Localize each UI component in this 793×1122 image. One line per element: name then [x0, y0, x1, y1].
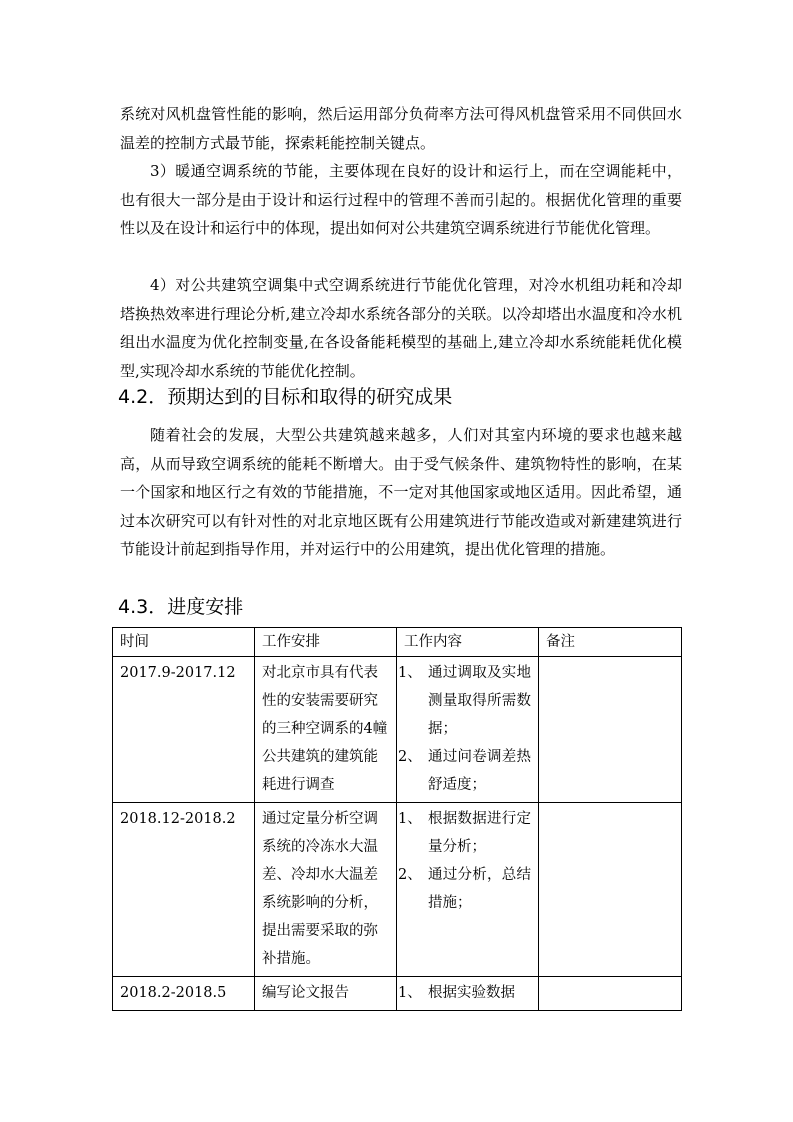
cell-note: [539, 657, 682, 803]
cell-arrangement: 编写论文报告: [255, 977, 397, 1011]
cell-content: [397, 803, 539, 977]
table-header-row: [113, 628, 682, 657]
content-item: 2、 通过分析，总结措施；: [398, 867, 531, 911]
header-time: 时间: [113, 628, 255, 657]
cell-time: 2017.9-2017.12: [113, 657, 255, 803]
table-row: [113, 657, 682, 803]
section-heading-4-2: 4.2．预期达到的目标和取得的研究成果: [118, 386, 453, 408]
header-content: 工作内容: [397, 628, 539, 657]
cell-arrangement: 通过定量分析空调系统的冷冻水大温差、冷却水大温差系统影响的分析，提出需要采取的弥补措施。: [255, 803, 397, 977]
cell-time: 2018.12-2018.2: [113, 803, 255, 977]
header-notes: 备注: [539, 628, 682, 657]
table-row: [113, 803, 682, 977]
cell-note: [539, 977, 682, 1011]
header-arrangement: 工作安排: [255, 628, 397, 657]
content-item: 1、 根据数据进行定量分析；: [398, 811, 531, 855]
paragraph-expected-results: 随着社会的发展，大型公共建筑越来越多，人们对其室内环境的要求也越来越高，从而导致空调系统的能耗不断增大。由于受气候条件、建筑物特性的影响，在某一个国家和地区行之有效的节能措施，不一定对其他国家或地区适用。因此希望，通过本次研究可以有针对性的对北京地区既有公用建筑进行节能改造或对新建建筑进行节能设计前起到指导作用，并对运行中的公用建筑，提出优化管理的措施。: [120, 426, 682, 558]
content-item: 1、 根据实验数据: [398, 985, 515, 1001]
paragraph-cooling-water: 4）对公共建筑空调集中式空调系统进行节能优化管理，对冷水机组功耗和冷却塔换热效率进行理论分析,建立冷却水系统各部分的关联。以冷却塔出水温度和冷水机组出水温度为优化控制变量,在各设备能耗模型的基础上,建立冷却水系统能耗优化模型,实现冷却水系统的节能优化控制。: [120, 276, 682, 380]
cell-arrangement: 对北京市具有代表性的安装需要研究的三种空调系的4幢公共建筑的建筑能耗进行调查: [255, 657, 397, 803]
schedule-table: [112, 627, 682, 1011]
cell-content: [397, 977, 539, 1011]
paragraph-hvac-management: 3）暖通空调系统的节能，主要体现在良好的设计和运行上，而在空调能耗中，也有很大一部分是由于设计和运行过程中的管理不善而引起的。根据优化管理的重要性以及在设计和运行中的体现，提出如何对公共建筑空调系统进行节能优化管理。: [120, 162, 682, 237]
content-item: 1、 通过调取及实地测量取得所需数据；: [398, 665, 531, 737]
cell-content: [397, 657, 539, 803]
content-item: 2、 通过问卷调差热舒适度；: [398, 749, 531, 793]
cell-note: [539, 803, 682, 977]
paragraph-fan-coil: 系统对风机盘管性能的影响，然后运用部分负荷率方法可得风机盘管采用不同供回水温差的控制方式最节能，探索耗能控制关键点。: [120, 105, 682, 152]
section-heading-4-3: 4.3．进度安排: [118, 596, 244, 618]
table-row: [113, 977, 682, 1011]
cell-time: 2018.2-2018.5: [113, 977, 255, 1011]
